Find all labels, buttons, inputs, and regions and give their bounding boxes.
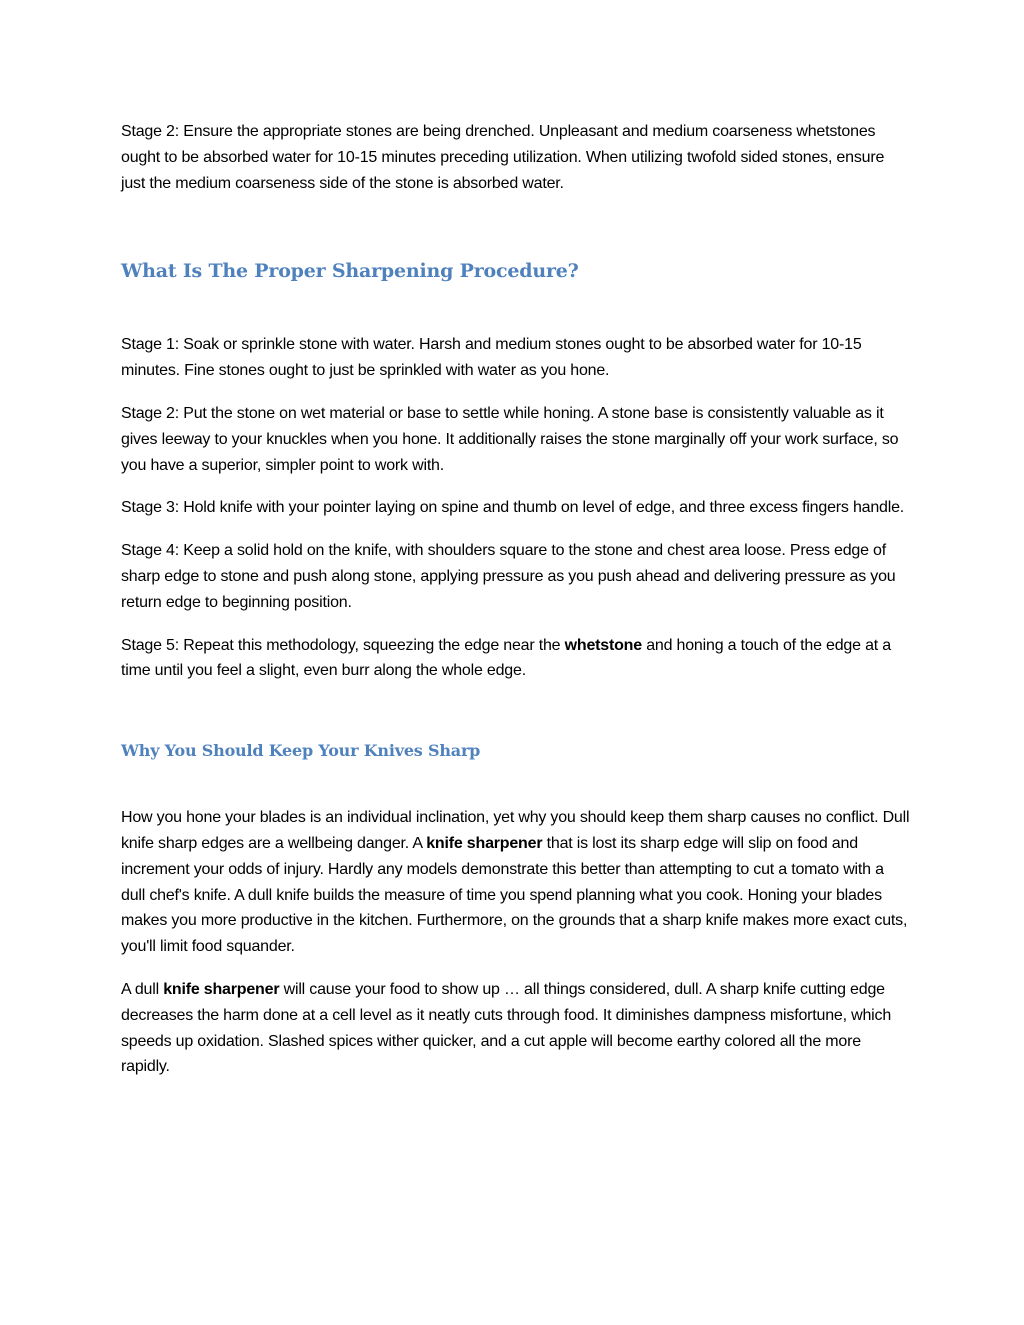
why-heading: Why You Should Keep Your Knives Sharp <box>121 741 481 761</box>
why-p1-text-after: that is lost its sharp edge will slip on food and increment your odds of injury. Hardly any models demonstrate this better than attempting to cut a tomato with a dull chef's knife. A dull knife builds the measure of time you spend planning what you cook. Honing your blades makes you more productive in the kitchen. Furthermore, on the grounds that a sharp knife makes more exact cuts, you'll limit food squander. <box>121 834 908 956</box>
whetstone-keyword: whetstone <box>564 636 642 654</box>
procedure-stage-5-paragraph <box>121 633 911 685</box>
knife-sharpener-keyword: knife sharpener <box>426 834 543 852</box>
why-p2-text-before: A dull <box>121 980 164 998</box>
procedure-stage-2-paragraph: Stage 2: Put the stone on wet material or base to settle while honing. A stone base is consistently valuable as it gives leeway to your knuckles when you hone. It additionally raises the stone marginally off your work surface, so you have a superior, simpler point to work with. <box>121 404 899 474</box>
why-p2-text-after: will cause your food to show up … all things considered, dull. A sharp knife cutting edge decreases the harm done at a cell level as it neatly cuts through food. It diminishes dampness misfortune, which speeds up oxidation. Slashed spices wither quicker, and a cut apple will become earthy colored all the more rapidly. <box>121 980 892 1076</box>
procedure-stage-3-paragraph: Stage 3: Hold knife with your pointer laying on spine and thumb on level of edge, and three excess fingers handle. <box>121 499 905 517</box>
document-page <box>121 119 911 1097</box>
knife-sharpener-keyword: knife sharpener <box>163 980 280 998</box>
stage-5-text-after: and honing a touch of the edge at a time until you feel a slight, even burr along the whole edge. <box>121 636 891 680</box>
procedure-stage-4-paragraph: Stage 4: Keep a solid hold on the knife, with shoulders square to the stone and chest area loose. Press edge of sharp edge to stone and push along stone, applying pressure as you push ahead and delivering pressure as you return edge to beginning position. <box>121 542 896 611</box>
procedure-heading: What Is The Proper Sharpening Procedure? <box>121 260 579 283</box>
why-paragraph-1 <box>121 805 911 960</box>
stage-5-text-before: Stage 5: Repeat this methodology, squeezing the edge near the <box>121 636 565 654</box>
why-paragraph-2 <box>121 977 911 1080</box>
procedure-stage-1-paragraph: Stage 1: Soak or sprinkle stone with water. Harsh and medium stones ought to be absorbed water for 10-15 minutes. Fine stones ought to just be sprinkled with water as you hone. <box>121 336 862 380</box>
why-p1-text-before: How you hone your blades is an individual inclination, yet why you should keep them sharp causes no conflict. Dull knife sharp edges are a wellbeing danger. A <box>121 809 910 852</box>
intro-stage-2-paragraph: Stage 2: Ensure the appropriate stones are being drenched. Unpleasant and medium coarseness whetstones ought to be absorbed water for 10-15 minutes preceding utilization. When utilizing twofold sided stones, ensure just the medium coarseness side of the stone is absorbed water. <box>121 123 885 192</box>
